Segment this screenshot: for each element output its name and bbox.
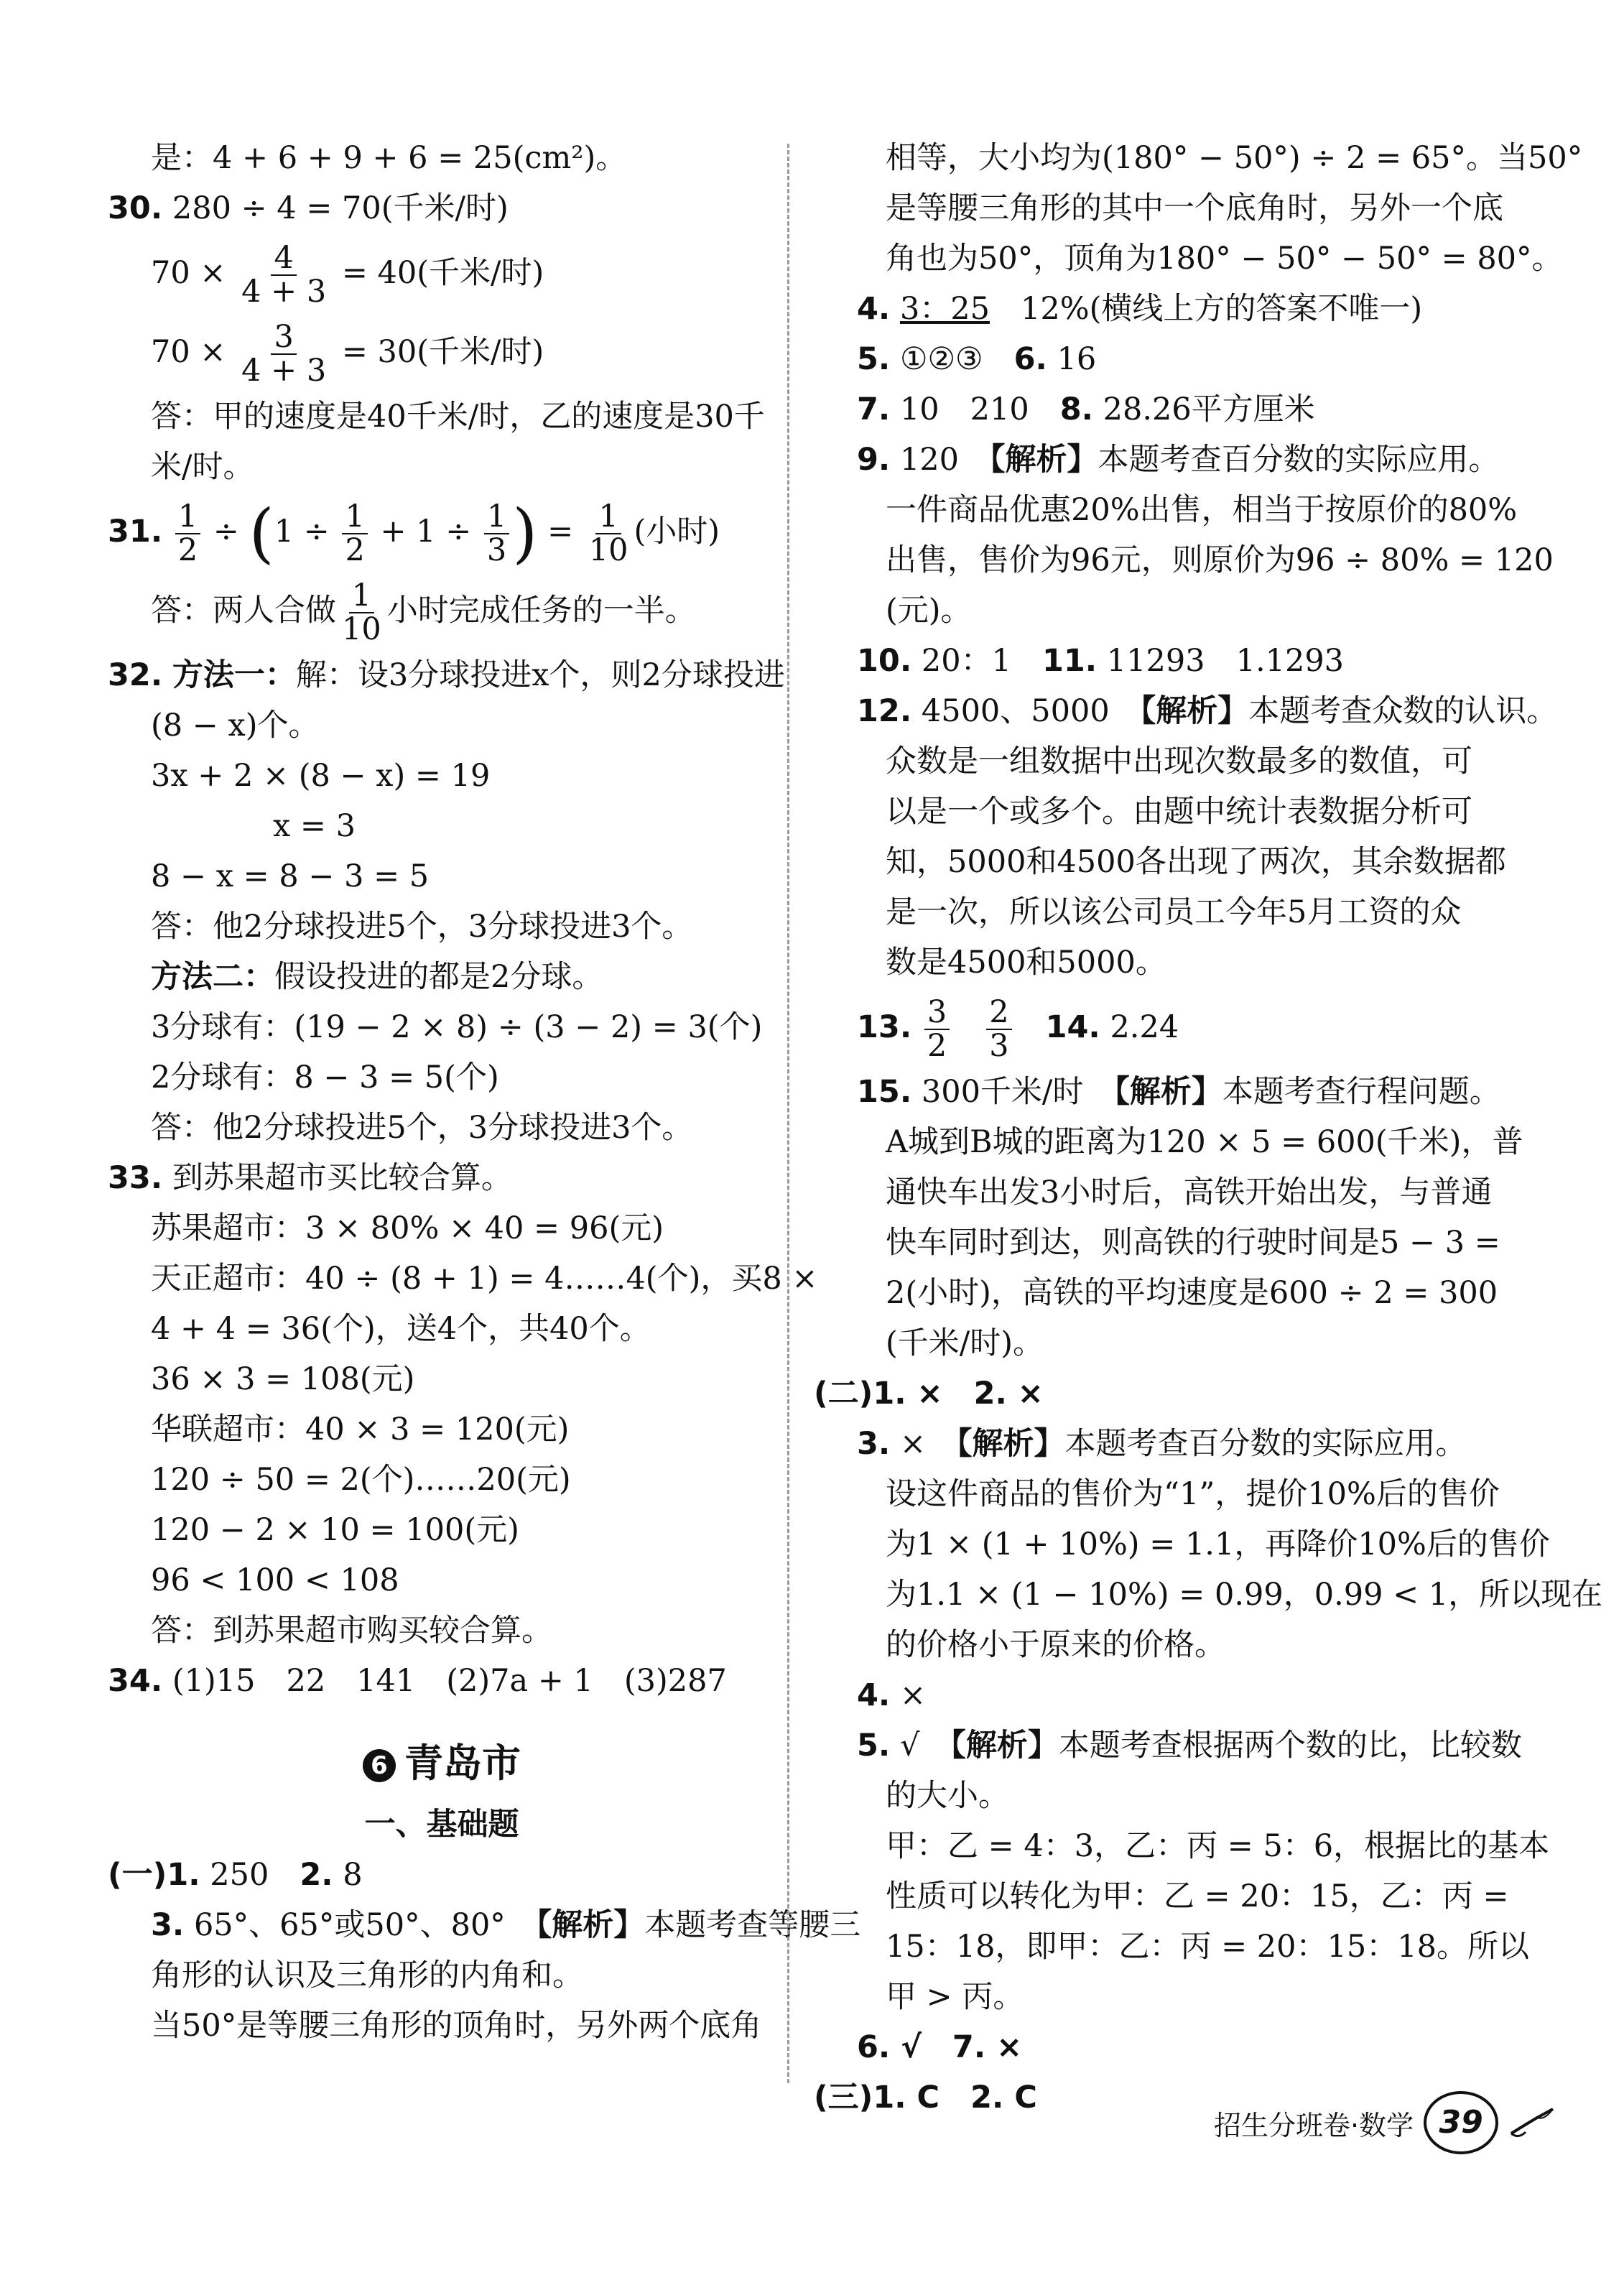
line — [108, 1605, 776, 1656]
q7-line — [814, 384, 1532, 435]
line — [814, 787, 1532, 837]
question-number: 5. — [857, 341, 891, 377]
q4-line — [814, 284, 1532, 334]
text: 华联超市：40 × 3 = 120(元) — [151, 1412, 570, 1447]
fraction — [586, 498, 631, 568]
text: 数是4500和5000。 — [886, 945, 1166, 981]
line — [108, 391, 776, 442]
line — [108, 1404, 776, 1455]
text: 70 × — [151, 334, 226, 370]
text: 280 ÷ 4 = 70(千米/时) — [172, 190, 509, 226]
p2-q4-line — [814, 1670, 1532, 1720]
text: 答：两人合做 — [151, 593, 336, 629]
right-column — [814, 133, 1603, 2123]
text: 3x + 2 × (8 − x) = 19 — [151, 758, 491, 794]
numerator: 1 — [175, 501, 200, 534]
fraction — [342, 498, 367, 568]
text: 知，5000和4500各出现了两次，其余数据都 — [886, 844, 1506, 880]
line — [108, 902, 776, 952]
text: 设这件商品的售价为“1”，提价10%后的售价 — [886, 1476, 1500, 1512]
line — [108, 1103, 776, 1153]
denominator: 3 — [989, 1028, 1009, 1064]
text: 3分球有：(19 − 2 × 8) ÷ (3 − 2) = 3(个) — [151, 1009, 763, 1045]
text: 通快车出发3小时后，高铁开始出发，与普通 — [886, 1174, 1493, 1210]
line — [108, 2001, 776, 2051]
text: 一、基础题 — [364, 1807, 519, 1843]
analysis-tag: 【解析】 — [956, 1426, 1065, 1462]
line — [814, 1821, 1550, 1871]
line — [108, 1455, 776, 1505]
text: x = 3 — [273, 808, 356, 844]
line — [108, 952, 776, 1002]
numerator: 1 — [595, 501, 621, 534]
line — [814, 1972, 1532, 2022]
line — [108, 442, 776, 492]
page-number: 39 — [1424, 2091, 1498, 2154]
footer-title: 招生分班卷·数学 — [1214, 2109, 1414, 2141]
text: 解：设3分球投进x个，则2分球投进 — [295, 657, 785, 693]
column-divider — [787, 144, 789, 2083]
fraction — [986, 993, 1011, 1064]
question-number: 32. — [108, 657, 163, 693]
text: 众数是一组数据中出现次数最多的数值，可 — [886, 743, 1472, 779]
text: 性质可以转化为甲：乙 = 20：15，乙：丙 = — [886, 1878, 1509, 1914]
line — [814, 1771, 1532, 1821]
text: 8 − x = 8 − 3 = 5 — [151, 858, 430, 894]
line — [108, 700, 776, 751]
text: 2(小时)，高铁的平均速度是600 ÷ 2 = 300 — [886, 1275, 1498, 1311]
denominator: 2 — [177, 532, 198, 568]
text: 出售，售价为96元，则原价为96 ÷ 80% = 120 — [886, 542, 1554, 578]
text: 为1.1 × (1 − 10%) = 0.99，0.99 < 1，所以现在 — [886, 1577, 1603, 1613]
answer: 1. C 2. C — [873, 2080, 1037, 2116]
numerator: 1 — [342, 501, 367, 534]
line — [814, 485, 1532, 535]
text: 本题考查根据两个数的比，比较数 — [1058, 1728, 1522, 1764]
denominator: 2 — [345, 532, 365, 568]
line — [108, 1002, 776, 1052]
numerator: 2 — [986, 996, 1011, 1030]
section-number-badge: 6 — [363, 1749, 396, 1782]
fraction — [924, 993, 950, 1064]
q30-eq3 — [108, 312, 776, 391]
text: 是一次，所以该公司员工今年5月工资的众 — [886, 894, 1462, 930]
line — [814, 1519, 1550, 1570]
q15-line — [814, 1067, 1532, 1117]
method-label: 方法一： — [172, 657, 296, 693]
answer: × — [899, 1426, 926, 1462]
question-number: 31. — [108, 514, 163, 550]
answer: 28.26平方厘米 — [1103, 391, 1315, 427]
analysis-tag: 【解析】 — [1140, 693, 1249, 729]
fraction — [339, 577, 384, 647]
text: (千米/时)。 — [886, 1325, 1044, 1361]
answer: 6. √ 7. × — [857, 2029, 1023, 2065]
q9-line — [814, 435, 1532, 485]
denominator: 2 — [927, 1028, 947, 1064]
line — [814, 1871, 1532, 1922]
denominator: 4 + 3 — [241, 274, 327, 310]
line — [814, 736, 1532, 787]
line — [108, 1505, 776, 1555]
text: 角也为50°，顶角为180° − 50° − 50° = 80°。 — [886, 241, 1563, 277]
text: 答：甲的速度是40千米/时，乙的速度是30千 — [151, 399, 765, 435]
brush-icon — [1508, 2105, 1559, 2141]
numerator: 3 — [271, 321, 296, 355]
text: = — [547, 514, 574, 550]
section-title-text: 青岛市 — [404, 1741, 521, 1786]
numerator: 4 — [271, 242, 296, 276]
part-label: (二) — [814, 1376, 873, 1412]
answer: 10 210 — [899, 391, 1029, 427]
section-title — [108, 1728, 776, 1799]
p2-q3-line — [814, 1419, 1532, 1469]
q30-line — [108, 183, 776, 233]
line — [814, 535, 1554, 585]
question-number: 12. — [857, 693, 912, 729]
question-number: 4. — [857, 1677, 891, 1713]
question-number: 13. — [857, 1009, 912, 1045]
text: 96 < 100 < 108 — [151, 1562, 399, 1598]
line — [108, 1304, 776, 1354]
answer: 300千米/时 — [921, 1074, 1084, 1110]
q10-line — [814, 636, 1532, 686]
answer: 1. × 2. × — [873, 1376, 1044, 1412]
text: 答：他2分球投进5个，3分球投进3个。 — [151, 909, 693, 945]
line — [814, 1922, 1532, 1972]
question-number: 5. — [857, 1728, 891, 1764]
text: 2分球有：8 − 3 = 5(个) — [151, 1060, 499, 1095]
analysis-tag: 【解析】 — [1114, 1074, 1222, 1110]
line — [814, 585, 1532, 636]
denominator: 4 + 3 — [241, 353, 327, 389]
question-number: 3. — [151, 1907, 185, 1943]
q30-eq2 — [108, 233, 776, 312]
question-number: 4. — [857, 291, 891, 327]
text: 15：18，即甲：乙：丙 = 20：15：18。所以 — [886, 1929, 1529, 1965]
text: + 1 ÷ — [380, 514, 472, 550]
question-number: 11. — [1041, 643, 1098, 679]
answer: 8 — [343, 1857, 363, 1893]
text: (元)。 — [886, 593, 972, 629]
numerator: 3 — [924, 996, 950, 1030]
line — [814, 1167, 1532, 1218]
denominator: 10 — [588, 532, 628, 568]
text: 36 × 3 = 108(元) — [151, 1361, 415, 1397]
page-footer — [1214, 2083, 1573, 2162]
line — [814, 1620, 1532, 1670]
text: 当50°是等腰三角形的顶角时，另外两个底角 — [151, 2008, 762, 2044]
line — [814, 937, 1532, 988]
fraction — [238, 318, 329, 389]
answer: 65°、65°或50°、80° — [193, 1907, 506, 1943]
analysis-tag: 【解析】 — [536, 1907, 645, 1943]
text: 苏果超市：3 × 80% × 40 = 96(元) — [151, 1210, 664, 1246]
text: 为1 × (1 + 10%) = 1.1，再降价10%后的售价 — [886, 1526, 1550, 1562]
text: 一件商品优惠20%出售，相当于按原价的80% — [886, 492, 1518, 528]
text: 120 − 2 × 10 = 100(元) — [151, 1512, 519, 1548]
text: 到苏果超市买比较合算。 — [172, 1160, 512, 1196]
text: 以是一个或多个。由题中统计表数据分析可 — [886, 794, 1472, 830]
line — [108, 851, 776, 902]
question-number: 10. — [857, 643, 912, 679]
answer: × — [899, 1677, 926, 1713]
question-number: 9. — [857, 442, 891, 478]
question-number: 7. — [857, 391, 891, 427]
text: 120 ÷ 50 = 2(个)……20(元) — [151, 1462, 571, 1498]
text: 甲：乙 = 4：3，乙：丙 = 5：6，根据比的基本 — [886, 1828, 1550, 1864]
answer: 2.24 — [1110, 1009, 1179, 1045]
question-number: 8. — [1059, 391, 1093, 427]
question-number: 30. — [108, 190, 163, 226]
question-number: 33. — [108, 1160, 163, 1196]
answer: ①②③ — [899, 341, 983, 377]
text: 米/时。 — [151, 449, 254, 485]
line — [814, 233, 1563, 284]
part-label: (一) — [108, 1857, 167, 1893]
line — [814, 183, 1532, 233]
text: = 30(千米/时) — [341, 334, 544, 370]
line — [108, 1950, 776, 2001]
answer: 3：25 — [899, 291, 990, 327]
text: A城到B城的距离为120 × 5 = 600(千米)，普 — [886, 1124, 1523, 1160]
part-label: (三) — [814, 2080, 873, 2116]
fraction — [238, 239, 329, 310]
answer: 11293 1.1293 — [1106, 643, 1345, 679]
q12-line — [814, 686, 1558, 736]
paren: ) — [512, 496, 538, 571]
line — [108, 1354, 776, 1404]
answer: 12%(横线上方的答案不唯一) — [1021, 291, 1423, 327]
line — [108, 751, 776, 801]
text: 70 × — [151, 255, 226, 291]
q13-line — [814, 988, 1532, 1067]
answer: 16 — [1057, 341, 1097, 377]
question-number: 15. — [857, 1074, 912, 1110]
answer: 4500、5000 — [921, 693, 1110, 729]
line — [108, 1555, 776, 1605]
part1-line — [108, 1850, 776, 1900]
line — [814, 1570, 1603, 1620]
line — [814, 1218, 1532, 1268]
text: 本题考查百分数的实际应用。 — [1064, 1426, 1467, 1462]
text: 本题考查百分数的实际应用。 — [1098, 442, 1500, 478]
text: 是等腰三角形的其中一个底角时，另外一个底 — [886, 190, 1503, 226]
line — [108, 801, 776, 851]
analysis-tag: 【解析】 — [950, 1728, 1059, 1764]
q32-line — [108, 650, 785, 700]
line — [814, 1469, 1532, 1519]
text: 小时完成任务的一半。 — [386, 593, 696, 629]
line — [814, 837, 1532, 887]
numerator: 1 — [349, 580, 374, 613]
text: (小时) — [634, 514, 720, 550]
text: 的价格小于原来的价格。 — [886, 1627, 1225, 1663]
answer: 120 — [899, 442, 960, 478]
text: 本题考查等腰三 — [644, 1907, 861, 1943]
q34-line — [108, 1656, 776, 1706]
text: = 40(千米/时) — [341, 255, 544, 291]
paren: ( — [249, 496, 274, 571]
left-column — [108, 133, 861, 2051]
text: 天正超市：40 ÷ (8 + 1) = 4……4(个)，买8 × — [151, 1261, 818, 1297]
text: 假设投进的都是2分球。 — [274, 959, 603, 995]
q5-line — [814, 334, 1532, 384]
text: (8 − x)个。 — [151, 708, 320, 743]
line — [814, 133, 1583, 183]
fraction — [175, 498, 200, 568]
text: 本题考查行程问题。 — [1222, 1074, 1500, 1110]
question-number: 3. — [857, 1426, 891, 1462]
line — [108, 1203, 776, 1253]
text: 的大小。 — [886, 1778, 1009, 1814]
fraction — [484, 498, 509, 568]
text: 本题考查众数的认识。 — [1248, 693, 1558, 729]
method-label: 方法二： — [151, 959, 274, 995]
question-number: 6. — [1013, 341, 1047, 377]
analysis-tag: 【解析】 — [990, 442, 1098, 478]
text: ÷ — [213, 514, 239, 550]
answer: √ — [899, 1728, 920, 1764]
text: 是：4 + 6 + 9 + 6 = 25(cm²)。 — [151, 140, 627, 176]
q31-line — [108, 492, 776, 571]
text: 1 ÷ — [274, 514, 330, 550]
question-number: 34. — [108, 1663, 163, 1699]
text: 甲 > 丙。 — [886, 1979, 1024, 2015]
line — [814, 1117, 1532, 1167]
p2-q5-line — [814, 1720, 1532, 1771]
line — [108, 133, 776, 183]
text: (1)15 22 141 (2)7a + 1 (3)287 — [172, 1663, 727, 1699]
sub-title — [108, 1799, 776, 1850]
line — [814, 1318, 1532, 1368]
line — [108, 1253, 818, 1304]
text: 4 + 4 = 36(个)，送4个，共40个。 — [151, 1311, 651, 1347]
q3-line — [108, 1900, 861, 1950]
text: 角形的认识及三角形的内角和。 — [151, 1957, 583, 1993]
part2-line — [814, 1368, 1532, 1419]
answer: 250 — [210, 1857, 269, 1893]
p2-q6-line — [814, 2022, 1532, 2072]
q31-answer — [108, 571, 776, 650]
denominator: 3 — [486, 532, 507, 568]
text: 答：他2分球投进5个，3分球投进3个。 — [151, 1110, 693, 1146]
question-number: 1. — [167, 1857, 200, 1893]
text: 相等，大小均为(180° − 50°) ÷ 2 = 65°。当50° — [886, 140, 1583, 176]
question-number: 14. — [1045, 1009, 1100, 1045]
denominator: 10 — [342, 611, 381, 647]
line — [108, 1052, 776, 1103]
numerator: 1 — [484, 501, 509, 534]
answer: 20：1 — [921, 643, 1011, 679]
question-number: 2. — [300, 1857, 333, 1893]
q33-line — [108, 1153, 776, 1203]
text: 快车同时到达，则高铁的行驶时间是5 − 3 = — [886, 1225, 1500, 1261]
line — [814, 1268, 1532, 1318]
text: 答：到苏果超市购买较合算。 — [151, 1613, 552, 1649]
line — [814, 887, 1532, 937]
